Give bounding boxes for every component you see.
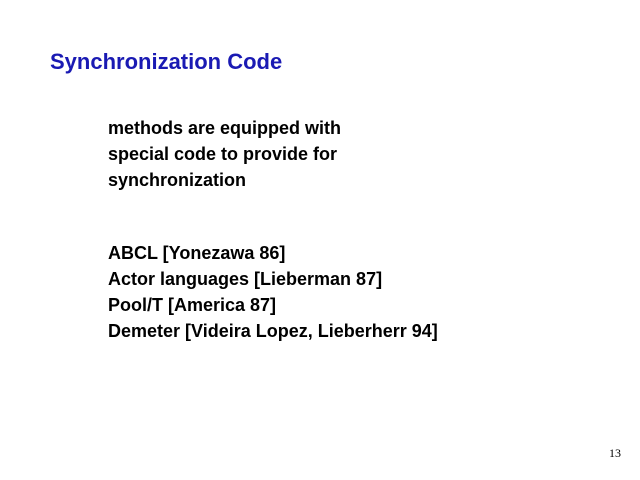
reference-item-abcl: ABCL [Yonezawa 86] [108,243,286,263]
description-line: methods are equipped with [108,118,342,138]
description-line: special code to provide for [108,144,338,164]
description-block [108,115,341,193]
reference-item-pool-t: Pool/T [America 87] [108,295,277,315]
reference-item-actor-languages: Actor languages [Lieberman 87] [108,269,383,289]
reference-item-demeter: Demeter [Videira Lopez, Lieberherr 94] [108,321,438,341]
description-line: synchronization [108,170,247,190]
page-number: 13 [609,446,621,460]
slide-title: Synchronization Code [50,49,283,74]
reference-list [108,240,438,344]
